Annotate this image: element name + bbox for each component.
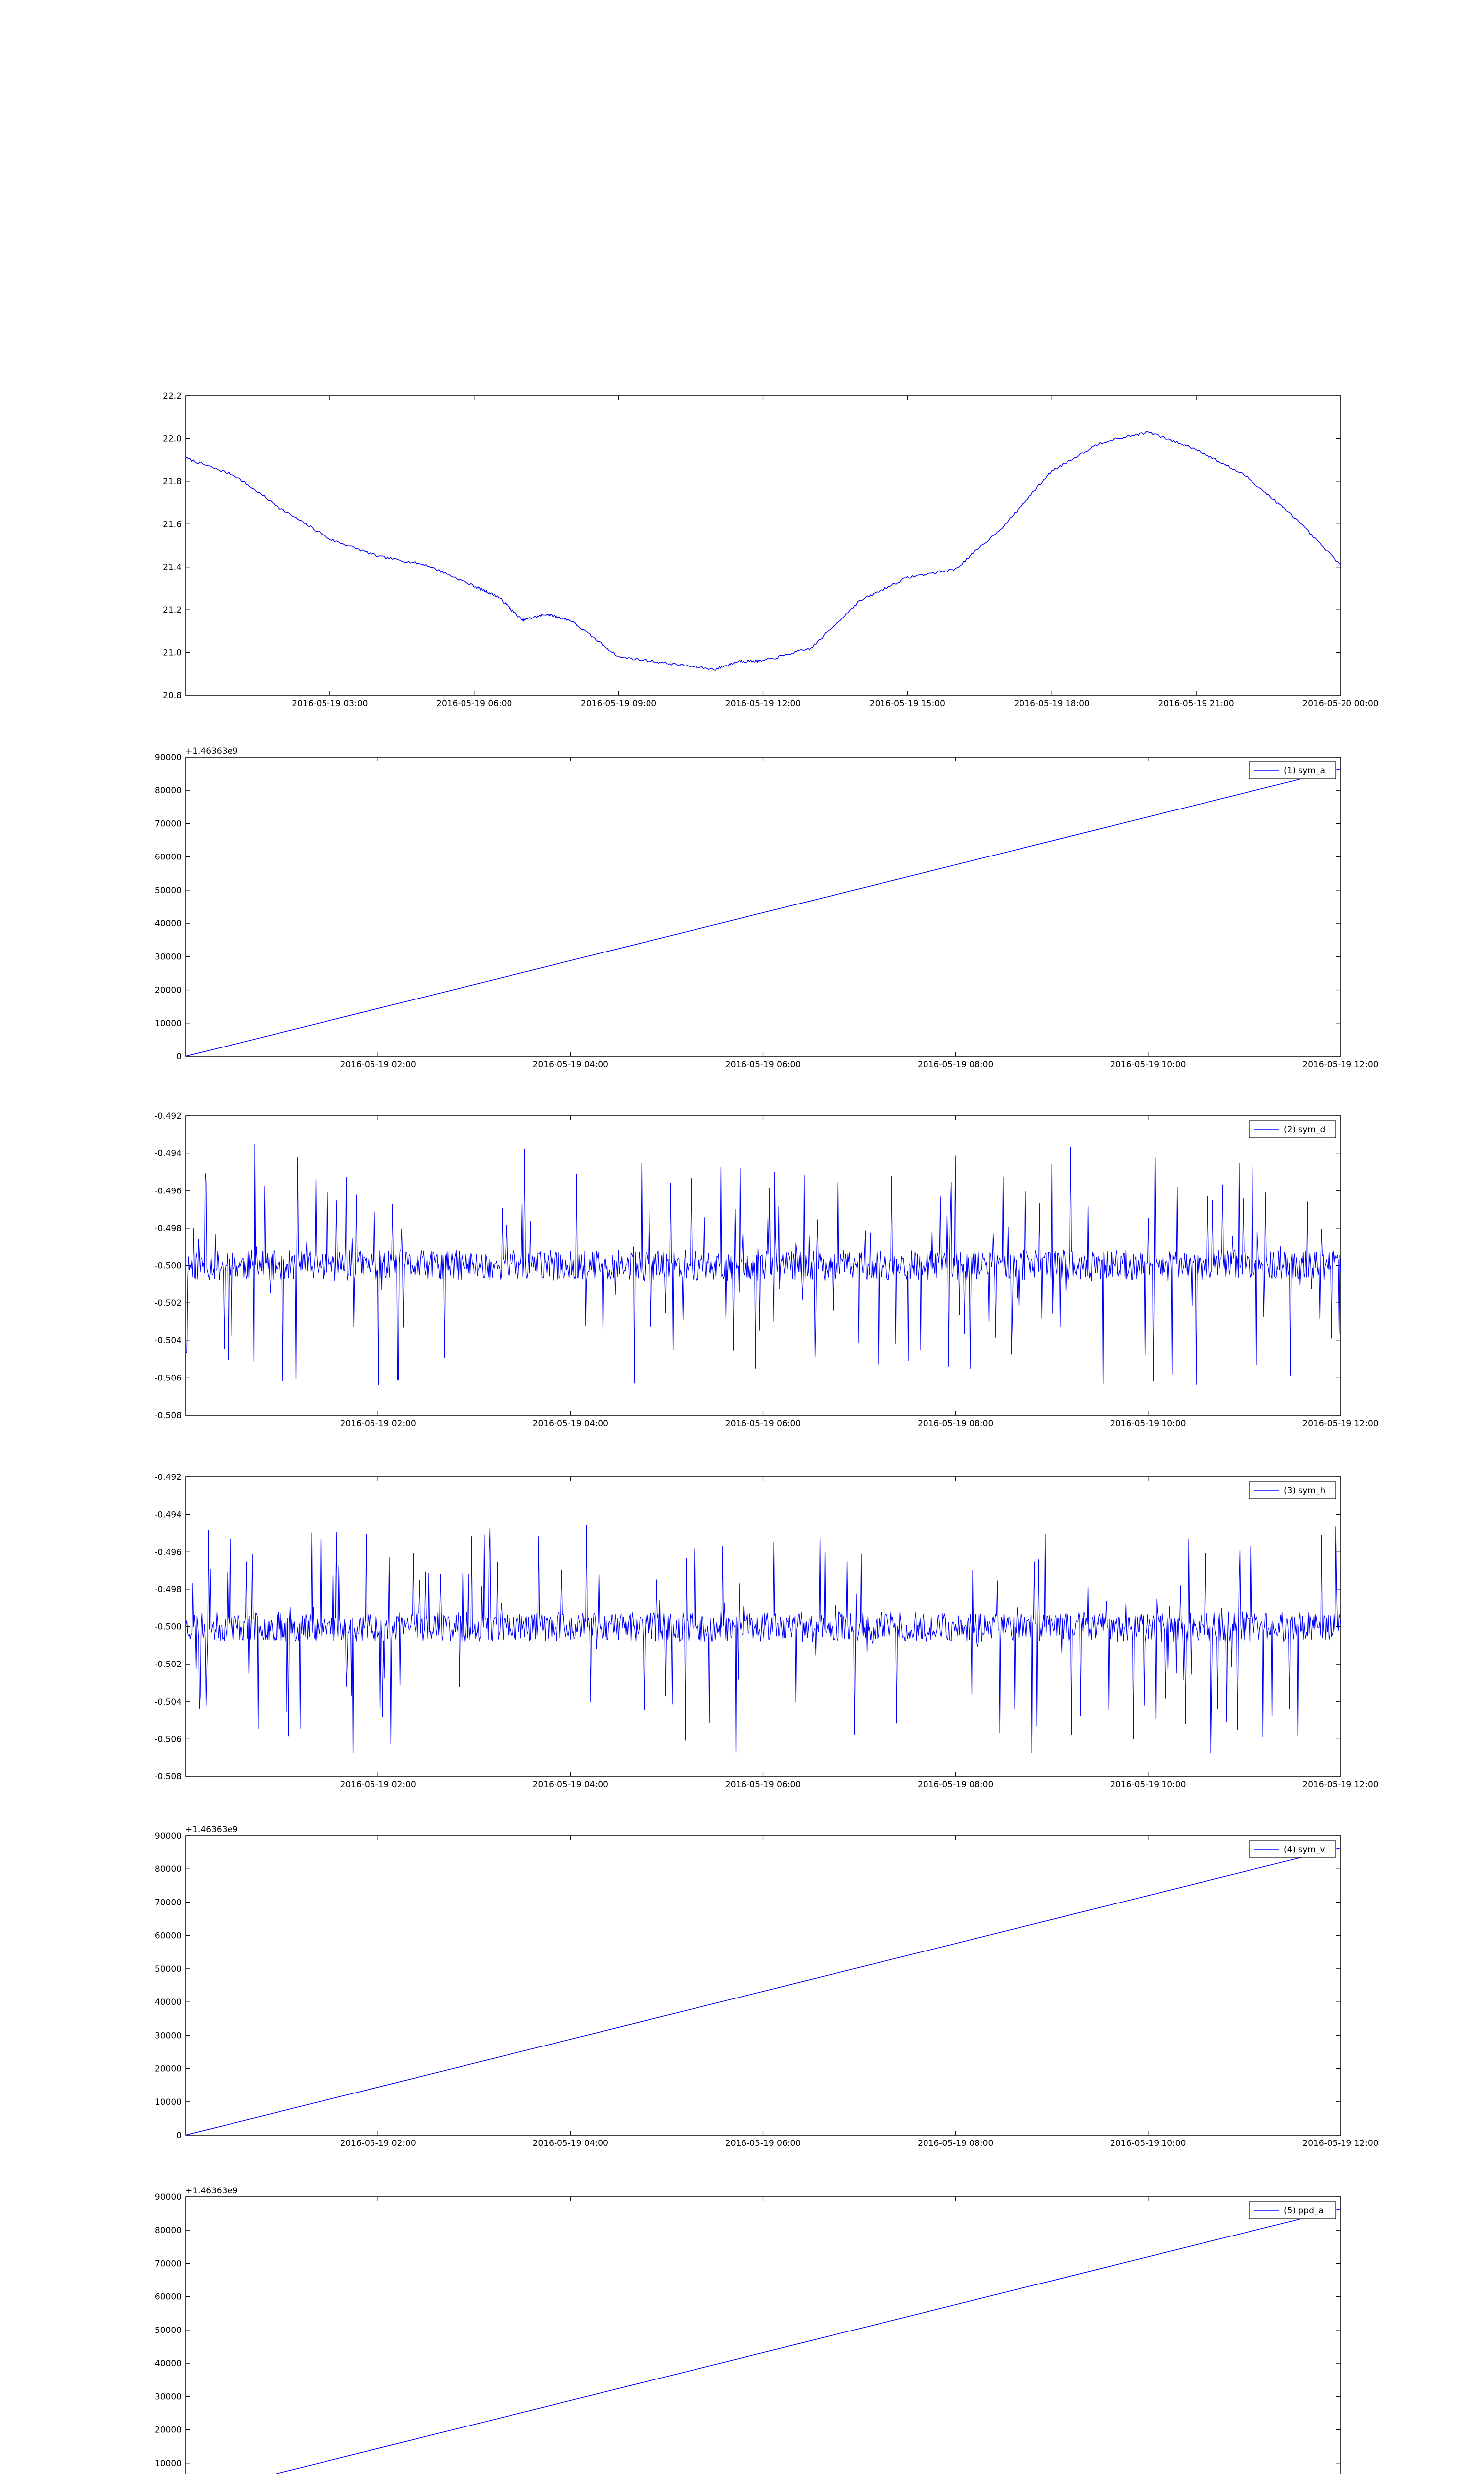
x-tick-label: 2016-05-19 10:00 xyxy=(1110,1780,1186,1790)
y-tick-label: 30000 xyxy=(154,2392,182,2402)
legend xyxy=(1249,1121,1336,1138)
series-line-sym_v xyxy=(186,1848,1341,2135)
y-tick-label: 70000 xyxy=(154,2259,182,2269)
y-tick-label: -0.506 xyxy=(154,1734,182,1745)
x-tick-label: 2016-05-19 04:00 xyxy=(532,1060,608,1070)
y-tick-label: 80000 xyxy=(154,786,182,796)
x-tick-label: 2016-05-19 12:00 xyxy=(1302,2139,1379,2148)
x-tick-label: 2016-05-19 06:00 xyxy=(725,1419,801,1428)
y-tick-label: -0.494 xyxy=(154,1510,182,1520)
y-tick-label: 21.4 xyxy=(163,562,182,572)
y-tick-label: -0.502 xyxy=(154,1660,182,1670)
y-tick-label: -0.492 xyxy=(154,1111,182,1121)
x-tick-label: 2016-05-19 06:00 xyxy=(725,2139,801,2148)
legend-label: (3) sym_h xyxy=(1284,1486,1326,1496)
y-tick-label: 90000 xyxy=(154,2192,182,2202)
y-tick-label: -0.508 xyxy=(154,1772,182,1782)
plot-frame xyxy=(186,396,1341,695)
x-tick-label: 2016-05-19 08:00 xyxy=(918,2139,994,2148)
legend xyxy=(1249,1841,1336,1857)
y-tick-label: -0.500 xyxy=(154,1622,182,1632)
x-tick-label: 2016-05-19 04:00 xyxy=(532,2139,608,2148)
y-tick-label: 50000 xyxy=(154,1964,182,1974)
y-tick-label: 50000 xyxy=(154,2325,182,2335)
x-tick-label: 2016-05-19 12:00 xyxy=(1302,1780,1379,1790)
legend-label: (2) sym_d xyxy=(1284,1125,1326,1135)
y-tick-label: -0.498 xyxy=(154,1584,182,1595)
y-tick-label: 20000 xyxy=(154,2425,182,2435)
y-tick-label: 20000 xyxy=(154,985,182,996)
x-tick-label: 2016-05-19 10:00 xyxy=(1110,1060,1186,1070)
x-tick-label: 2016-05-19 04:00 xyxy=(532,1780,608,1790)
x-tick-label: 2016-05-19 06:00 xyxy=(725,1780,801,1790)
x-tick-label: 2016-05-19 02:00 xyxy=(340,1780,416,1790)
x-tick-label: 2016-05-19 10:00 xyxy=(1110,2139,1186,2148)
plot-frame xyxy=(186,2197,1341,2474)
y-tick-label: 30000 xyxy=(154,2031,182,2041)
x-tick-label: 2016-05-19 02:00 xyxy=(340,1060,416,1070)
y-tick-label: -0.504 xyxy=(154,1335,182,1346)
chart-panel-sym_d xyxy=(154,1111,1378,1428)
y-tick-label: -0.500 xyxy=(154,1261,182,1271)
legend-label: (1) sym_a xyxy=(1284,766,1325,776)
axis-offset-label: +1.46363e9 xyxy=(186,2186,238,2196)
y-tick-label: 10000 xyxy=(154,2458,182,2469)
plot-frame xyxy=(186,1836,1341,2135)
x-tick-label: 2016-05-19 10:00 xyxy=(1110,1419,1186,1428)
x-tick-label: 2016-05-19 12:00 xyxy=(725,699,801,709)
x-tick-label: 2016-05-19 06:00 xyxy=(725,1060,801,1070)
x-tick-label: 2016-05-19 18:00 xyxy=(1014,699,1090,709)
series-line-ppd_a xyxy=(186,2209,1341,2474)
chart-panel-temp xyxy=(163,391,1378,709)
y-tick-label: 90000 xyxy=(154,753,182,762)
y-tick-label: -0.508 xyxy=(154,1411,182,1421)
x-tick-label: 2016-05-19 12:00 xyxy=(1302,1060,1379,1070)
x-tick-label: 2016-05-19 08:00 xyxy=(918,1780,994,1790)
y-tick-label: 70000 xyxy=(154,819,182,829)
chart-panel-ppd_a xyxy=(155,2186,1379,2474)
y-tick-label: -0.504 xyxy=(154,1697,182,1707)
x-tick-label: 2016-05-20 00:00 xyxy=(1302,699,1379,709)
y-tick-label: 22.2 xyxy=(163,391,182,401)
x-tick-label: 2016-05-19 15:00 xyxy=(869,699,945,709)
x-tick-label: 2016-05-19 21:00 xyxy=(1158,699,1234,709)
x-tick-label: 2016-05-19 03:00 xyxy=(292,699,368,709)
y-tick-label: -0.496 xyxy=(154,1186,182,1196)
y-tick-label: 80000 xyxy=(154,2226,182,2236)
axis-offset-label: +1.46363e9 xyxy=(186,1825,238,1835)
legend xyxy=(1249,762,1336,779)
legend xyxy=(1249,2202,1336,2219)
y-tick-label: 60000 xyxy=(154,852,182,862)
y-tick-label: 0 xyxy=(176,1052,182,1062)
x-tick-label: 2016-05-19 09:00 xyxy=(581,699,657,709)
series-line-sym_d xyxy=(186,1144,1341,1384)
plot-frame xyxy=(186,757,1341,1056)
y-tick-label: 20000 xyxy=(154,2064,182,2074)
chart-panel-sym_a xyxy=(155,746,1379,1070)
x-tick-label: 2016-05-19 04:00 xyxy=(532,1419,608,1428)
chart-panel-sym_v xyxy=(155,1825,1379,2148)
axis-offset-label: +1.46363e9 xyxy=(186,746,238,756)
x-tick-label: 2016-05-19 02:00 xyxy=(340,1419,416,1428)
y-tick-label: 30000 xyxy=(154,952,182,962)
y-tick-label: 21.8 xyxy=(163,476,182,487)
y-tick-label: 21.6 xyxy=(163,520,182,530)
x-tick-label: 2016-05-19 12:00 xyxy=(1302,1419,1379,1428)
series-line-sym_h xyxy=(186,1525,1341,1753)
legend-label: (5) ppd_a xyxy=(1284,2206,1324,2216)
y-tick-label: 10000 xyxy=(154,1018,182,1029)
y-tick-label: 10000 xyxy=(154,2097,182,2107)
y-tick-label: 50000 xyxy=(154,885,182,896)
x-tick-label: 2016-05-19 06:00 xyxy=(436,699,512,709)
legend xyxy=(1249,1482,1336,1499)
y-tick-label: 60000 xyxy=(154,1931,182,1941)
chart-panel-sym_h xyxy=(154,1473,1378,1790)
y-tick-label: 40000 xyxy=(154,2359,182,2369)
y-tick-label: 22.0 xyxy=(163,434,182,444)
y-tick-label: -0.502 xyxy=(154,1298,182,1309)
y-tick-label: 20.8 xyxy=(163,691,182,701)
y-tick-label: 80000 xyxy=(154,1864,182,1875)
y-tick-label: 60000 xyxy=(154,2292,182,2302)
y-tick-label: 90000 xyxy=(154,1831,182,1841)
y-tick-label: 40000 xyxy=(154,1998,182,2008)
y-tick-label: -0.506 xyxy=(154,1373,182,1383)
x-tick-label: 2016-05-19 08:00 xyxy=(918,1419,994,1428)
y-tick-label: 21.0 xyxy=(163,648,182,658)
legend-label: (4) sym_v xyxy=(1284,1845,1325,1855)
y-tick-label: 0 xyxy=(176,2131,182,2141)
y-tick-label: 21.2 xyxy=(163,605,182,616)
y-tick-label: 40000 xyxy=(154,919,182,929)
y-tick-label: -0.496 xyxy=(154,1547,182,1558)
y-tick-label: -0.492 xyxy=(154,1473,182,1482)
series-line-temp xyxy=(186,431,1341,670)
y-tick-label: -0.498 xyxy=(154,1223,182,1234)
x-tick-label: 2016-05-19 08:00 xyxy=(918,1060,994,1070)
series-line-sym_a xyxy=(186,769,1341,1056)
x-tick-label: 2016-05-19 02:00 xyxy=(340,2139,416,2148)
y-tick-label: 70000 xyxy=(154,1898,182,1908)
y-tick-label: -0.494 xyxy=(154,1148,182,1159)
